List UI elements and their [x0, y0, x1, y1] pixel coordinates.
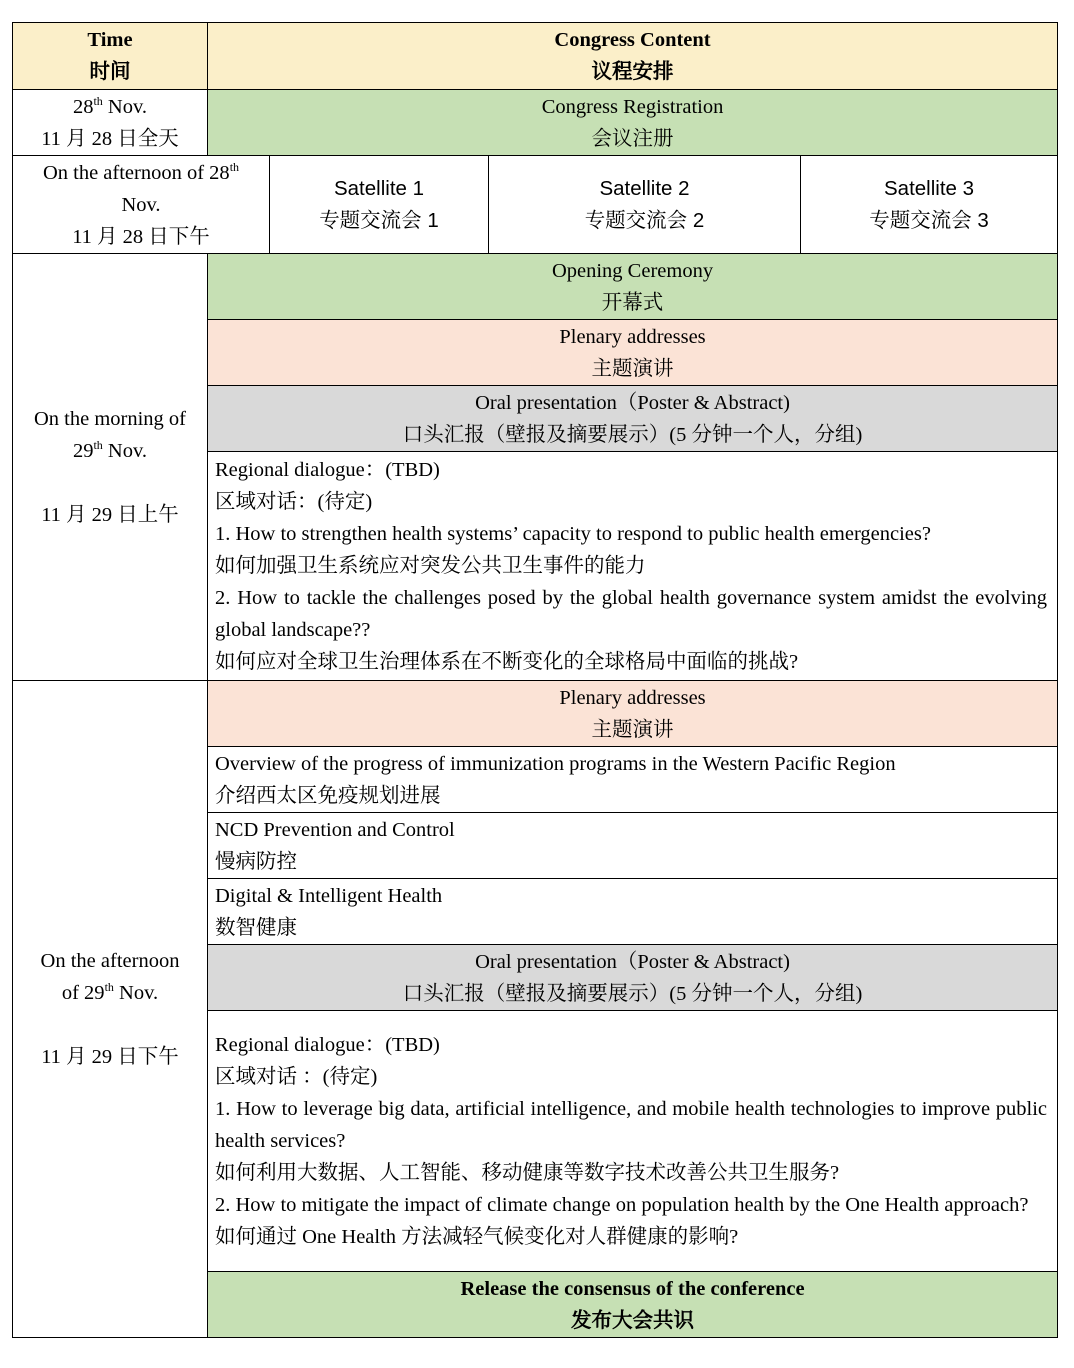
satellite-3-cn: 专题交流会 3 — [869, 208, 989, 232]
opening-cn: 开幕式 — [601, 291, 664, 314]
satellite-1-cell — [270, 156, 489, 254]
morning-question-1-cn: 如何加强卫生系统应对突发公共卫生事件的能力 — [215, 555, 646, 577]
morning-dialogue-title-en: Regional dialogue：(TBD) — [215, 459, 440, 481]
morning-plenary-en: Plenary addresses — [559, 325, 706, 348]
afternoon-oral-en: Oral presentation（Poster & Abstract) — [475, 950, 790, 973]
morning-plenary-cell — [208, 320, 1058, 386]
morning-time-date: 29th Nov. — [72, 438, 148, 462]
satellite-2-cell — [489, 156, 801, 254]
morning-question-1-en: 1. How to strengthen health systems’ capacity to respond to public health emergencies? — [215, 523, 931, 545]
satellite-2-cn: 专题交流会 2 — [584, 208, 705, 232]
afternoon-time-date: of 29th Nov. — [61, 980, 159, 1004]
time-header-cn: 时间 — [89, 61, 131, 83]
satellite-3-cell — [801, 156, 1058, 254]
content-header-cn: 议程安排 — [591, 61, 674, 83]
agenda-table — [12, 22, 1058, 1338]
release-en: Release the consensus of the conference — [460, 1277, 805, 1300]
registration-event-en: Congress Registration — [541, 95, 724, 118]
topic-ncd-en: NCD Prevention and Control — [215, 818, 455, 841]
afternoon-time-cell — [13, 681, 208, 1338]
morning-dialogue-cell — [208, 452, 1058, 681]
morning-question-2-cn: 如何应对全球卫生治理体系在不断变化的全球格局中面临的挑战? — [215, 651, 799, 673]
registration-date-cn: 11 月 28 日全天 — [41, 127, 179, 150]
time-header-en: Time — [87, 29, 133, 51]
topic-immunization-en: Overview of the progress of immunization programs in the Western Pacific Region — [215, 752, 896, 775]
afternoon-oral-cn: 口头汇报（壁报及摘要展示）(5 分钟一个人，分组) — [402, 982, 863, 1005]
topic-immunization-cn: 介绍西太区免疫规划进展 — [215, 784, 441, 807]
registration-event-cn: 会议注册 — [591, 127, 674, 150]
header-row — [13, 23, 1058, 90]
satellite-3-en: Satellite 3 — [884, 176, 975, 200]
topic-digital-cn: 数智健康 — [215, 916, 297, 939]
topic-digital-cell — [208, 879, 1058, 945]
afternoon-dialogue-cell — [208, 1011, 1058, 1272]
afternoon-question-2-cn: 如何通过 One Health 方法减轻气候变化对人群健康的影响? — [215, 1226, 739, 1248]
afternoon-question-1-en: 1. How to leverage big data, artificial intelligence, and mobile health technologies to improve public health services? — [215, 1098, 1048, 1152]
afternoon-oral-cell — [208, 945, 1058, 1011]
afternoon-dialogue-title-en: Regional dialogue：(TBD) — [215, 1034, 440, 1056]
registration-event-cell — [208, 90, 1058, 156]
afternoon-time-cn: 11 月 29 日下午 — [41, 1046, 179, 1068]
afternoon-plenary-row — [13, 681, 1058, 747]
registration-date-en: 28th Nov. — [72, 93, 148, 118]
satellite-time-cn: 11 月 28 日下午 — [72, 225, 210, 248]
satellite-time-cell — [13, 156, 270, 254]
satellite-1-cn: 专题交流会 1 — [319, 208, 439, 232]
morning-time-en: On the morning of — [33, 408, 187, 430]
satellite-time-nov: Nov. — [121, 193, 161, 216]
morning-dialogue-title-cn: 区域对话：(待定) — [215, 491, 373, 513]
afternoon-question-1-cn: 如何利用大数据、人工智能、移动健康等数字技术改善公共卫生服务? — [215, 1162, 840, 1184]
morning-oral-cn: 口头汇报（壁报及摘要展示）(5 分钟一个人，分组) — [402, 423, 863, 446]
registration-row — [13, 90, 1058, 156]
registration-time-cell — [13, 90, 208, 156]
morning-time-cell — [13, 254, 208, 681]
afternoon-dialogue-title-cn: 区域对话 ：(待定) — [215, 1066, 378, 1088]
satellite-row — [13, 156, 1058, 254]
topic-immunization-cell — [208, 747, 1058, 813]
opening-en: Opening Ceremony — [551, 259, 714, 282]
afternoon-time-en: On the afternoon — [40, 950, 180, 972]
morning-question-2-en: 2. How to tackle the challenges posed by the global health governance system amidst the evolving global landscape?? — [215, 587, 1048, 641]
opening-cell — [208, 254, 1058, 320]
time-header-cell — [13, 23, 208, 90]
content-header-cell — [208, 23, 1058, 90]
afternoon-plenary-en: Plenary addresses — [559, 686, 706, 709]
morning-oral-en: Oral presentation（Poster & Abstract) — [475, 391, 790, 414]
satellite-1-en: Satellite 1 — [333, 176, 425, 200]
morning-plenary-cn: 主题演讲 — [591, 357, 674, 380]
release-cell — [208, 1272, 1058, 1338]
satellite-time-en: On the afternoon of 28th — [42, 159, 240, 184]
content-header-en: Congress Content — [554, 29, 711, 51]
topic-ncd-cn: 慢病防控 — [215, 850, 297, 873]
topic-digital-en: Digital & Intelligent Health — [215, 884, 443, 907]
morning-oral-cell — [208, 386, 1058, 452]
afternoon-question-2-en: 2. How to mitigate the impact of climate change on population health by the One Health approach? — [215, 1194, 1029, 1216]
afternoon-plenary-cell — [208, 681, 1058, 747]
opening-row — [13, 254, 1058, 320]
topic-ncd-cell — [208, 813, 1058, 879]
satellite-2-en: Satellite 2 — [599, 176, 690, 200]
afternoon-plenary-cn: 主题演讲 — [591, 718, 674, 741]
morning-time-cn: 11 月 29 日上午 — [41, 504, 179, 526]
release-cn: 发布大会共识 — [571, 1309, 695, 1332]
